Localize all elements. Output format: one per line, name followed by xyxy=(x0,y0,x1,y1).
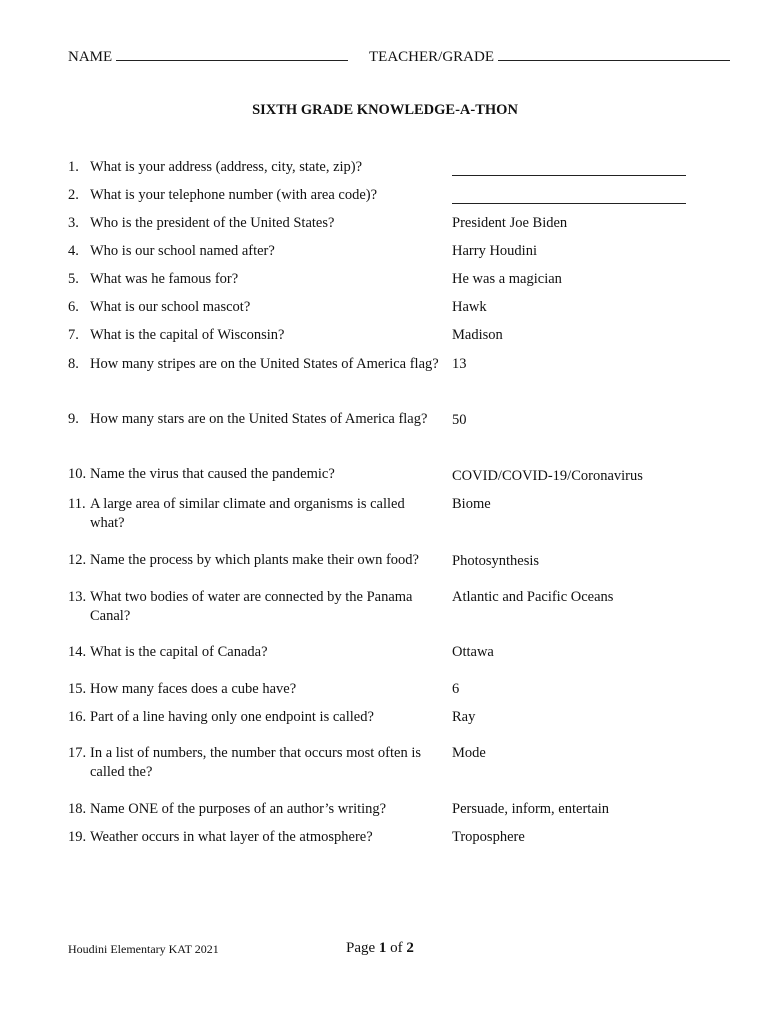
teacher-grade-field xyxy=(369,46,730,66)
question-text: In a list of numbers, the number that occurs most often is called the? xyxy=(90,745,422,780)
answer-5: He was a magician xyxy=(452,271,562,287)
question-number: 5. xyxy=(68,271,79,287)
question-number: 18. xyxy=(68,801,87,817)
question-number: 14. xyxy=(68,644,87,660)
answer-10: COVID/COVID-19/Coronavirus xyxy=(452,468,643,484)
name-field xyxy=(68,46,348,66)
name-label: NAME xyxy=(68,49,113,65)
question-number: 10. xyxy=(68,466,87,482)
answer-blank-2[interactable] xyxy=(452,202,686,204)
answer-18: Persuade, inform, entertain xyxy=(452,801,610,817)
question-number: 12. xyxy=(68,552,87,568)
question-17 xyxy=(68,744,440,781)
question-19 xyxy=(68,828,440,847)
question-text: Name the process by which plants make their own food? xyxy=(90,552,419,568)
page-current: 1 xyxy=(378,940,387,956)
question-2 xyxy=(68,186,440,205)
answer-7: Madison xyxy=(452,327,503,343)
answer-9: 50 xyxy=(452,412,467,428)
question-text: What is your telephone number (with area code)? xyxy=(90,187,378,203)
question-text: What was he famous for? xyxy=(90,271,239,287)
question-15 xyxy=(68,680,440,699)
question-5 xyxy=(68,270,440,289)
question-text: What two bodies of water are connected by the Panama Canal? xyxy=(90,589,413,624)
question-number: 8. xyxy=(68,356,79,372)
teacher-grade-label: TEACHER/GRADE xyxy=(369,49,494,65)
question-1 xyxy=(68,158,440,177)
question-text: A large area of similar climate and organisms is called what? xyxy=(90,496,405,531)
answer-4: Harry Houdini xyxy=(452,243,537,259)
question-text: Weather occurs in what layer of the atmosphere? xyxy=(90,829,373,845)
footer-school-label: Houdini Elementary KAT 2021 xyxy=(68,942,219,956)
question-18 xyxy=(68,800,440,819)
question-number: 1. xyxy=(68,159,79,175)
answer-6: Hawk xyxy=(452,299,487,315)
question-3 xyxy=(68,214,440,233)
question-9 xyxy=(68,410,440,429)
question-text: What is the capital of Canada? xyxy=(90,644,268,660)
question-text: What is our school mascot? xyxy=(90,299,251,315)
answer-19: Troposphere xyxy=(452,829,525,845)
answer-3: President Joe Biden xyxy=(452,215,568,231)
question-text: Name ONE of the purposes of an author’s writing? xyxy=(90,801,387,817)
question-number: 4. xyxy=(68,243,79,259)
page-title: SIXTH GRADE KNOWLEDGE-A-THON xyxy=(252,102,518,118)
question-text: How many stars are on the United States of America flag? xyxy=(90,411,428,427)
page-number xyxy=(346,940,414,957)
page-total: 2 xyxy=(406,940,414,956)
answer-11: Biome xyxy=(452,496,491,512)
question-number: 16. xyxy=(68,709,87,725)
question-text: What is your address (address, city, state, zip)? xyxy=(90,159,363,175)
question-text: Who is our school named after? xyxy=(90,243,275,259)
question-7 xyxy=(68,326,440,345)
question-10 xyxy=(68,465,440,484)
answer-blank-1[interactable] xyxy=(452,174,686,176)
question-text: How many stripes are on the United States of America flag? xyxy=(90,356,439,372)
answer-17: Mode xyxy=(452,745,486,761)
answer-8: 13 xyxy=(452,356,467,372)
question-number: 11. xyxy=(68,496,86,512)
question-number: 7. xyxy=(68,327,79,343)
question-number: 13. xyxy=(68,589,87,605)
question-12 xyxy=(68,551,440,570)
answer-16: Ray xyxy=(452,709,476,725)
question-text: How many faces does a cube have? xyxy=(90,681,297,697)
name-blank[interactable] xyxy=(116,46,348,61)
answer-14: Ottawa xyxy=(452,644,494,660)
question-text: Part of a line having only one endpoint is called? xyxy=(90,709,374,725)
teacher-grade-blank[interactable] xyxy=(498,46,730,61)
question-number: 6. xyxy=(68,299,79,315)
question-number: 17. xyxy=(68,745,87,761)
answer-15: 6 xyxy=(452,681,460,697)
answer-12: Photosynthesis xyxy=(452,553,540,569)
question-text: What is the capital of Wisconsin? xyxy=(90,327,285,343)
question-number: 15. xyxy=(68,681,87,697)
question-13 xyxy=(68,588,440,625)
question-text: Who is the president of the United States? xyxy=(90,215,335,231)
question-number: 2. xyxy=(68,187,79,203)
question-number: 19. xyxy=(68,829,87,845)
question-8 xyxy=(68,355,440,374)
question-4 xyxy=(68,242,440,261)
page-prefix: Page xyxy=(346,940,379,956)
question-number: 9. xyxy=(68,411,79,427)
question-14 xyxy=(68,643,440,662)
question-number: 3. xyxy=(68,215,79,231)
question-text: Name the virus that caused the pandemic? xyxy=(90,466,335,482)
question-6 xyxy=(68,298,440,317)
answer-13: Atlantic and Pacific Oceans xyxy=(452,589,614,605)
question-11 xyxy=(68,495,440,532)
page-of: of xyxy=(386,940,407,956)
question-16 xyxy=(68,708,440,727)
